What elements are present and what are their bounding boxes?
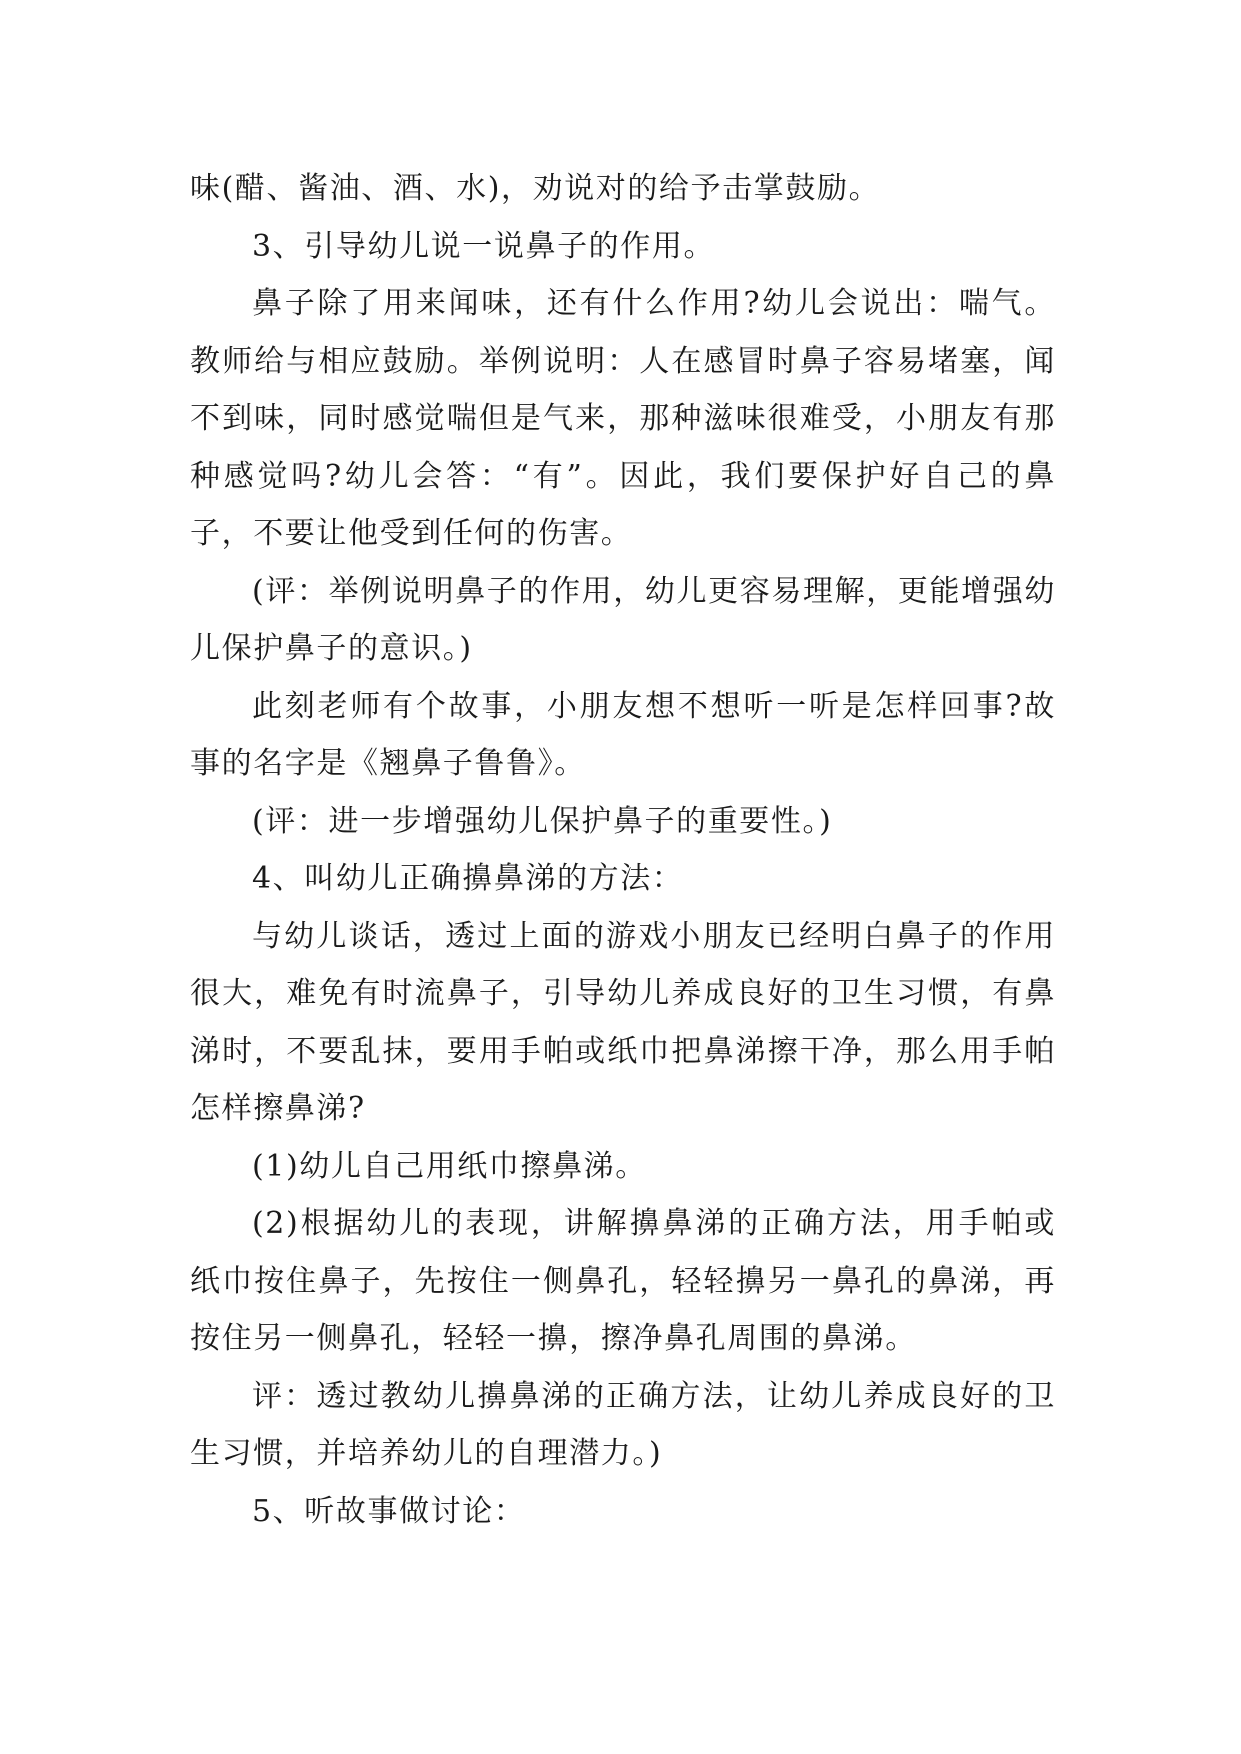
step-3-heading: 3、引导幼儿说一说鼻子的作用。 bbox=[252, 228, 716, 264]
paragraph-conversation: 与幼儿谈话，透过上面的游戏小朋友已经明白鼻子的作用很大，难免有时流鼻子，引导幼儿养成良好的卫生习惯，有鼻涕时，不要乱抹，要用手帕或纸巾把鼻涕擦干净，那么用手帕怎样擦鼻涕? bbox=[190, 918, 1056, 1126]
step-5-heading: 5、听故事做讨论： bbox=[252, 1493, 526, 1529]
comment-method: 评：透过教幼儿擤鼻涕的正确方法，让幼儿养成良好的卫生习惯，并培养幼儿的自理潜力。) bbox=[190, 1378, 1056, 1471]
paragraph-nose-function: 鼻子除了用来闻味，还有什么作用?幼儿会说出：喘气。教师给与相应鼓励。举例说明：人在感冒时鼻子容易堵塞，闻不到味，同时感觉喘但是气来，那种滋味很难受，小朋友有那种感觉吗?幼儿会答：“有”。因此，我们要保护好自己的鼻子，不要让他受到任何的伤害。 bbox=[190, 286, 1056, 551]
document-page bbox=[190, 160, 1056, 1540]
comment-nose-function: (评：举例说明鼻子的作用，幼儿更容易理解，更能增强幼儿保护鼻子的意识。) bbox=[190, 573, 1056, 666]
step-4-heading: 4、叫幼儿正确擤鼻涕的方法： bbox=[252, 861, 684, 896]
paragraph-continuation: 味(醋、酱油、酒、水)，劝说对的给予击掌鼓励。 bbox=[190, 171, 881, 206]
comment-story: (评：进一步增强幼儿保护鼻子的重要性。) bbox=[252, 803, 833, 839]
list-item-2: (2)根据幼儿的表现，讲解擤鼻涕的正确方法，用手帕或纸巾按住鼻子，先按住一侧鼻孔，轻轻擤另一鼻孔的鼻涕，再按住另一侧鼻孔，轻轻一擤，擦净鼻孔周围的鼻涕。 bbox=[190, 1206, 1056, 1356]
list-item-1: (1)幼儿自己用纸巾擦鼻涕。 bbox=[252, 1148, 647, 1184]
paragraph-story-intro: 此刻老师有个故事，小朋友想不想听一听是怎样回事?故事的名字是《翘鼻子鲁鲁》。 bbox=[190, 688, 1056, 781]
